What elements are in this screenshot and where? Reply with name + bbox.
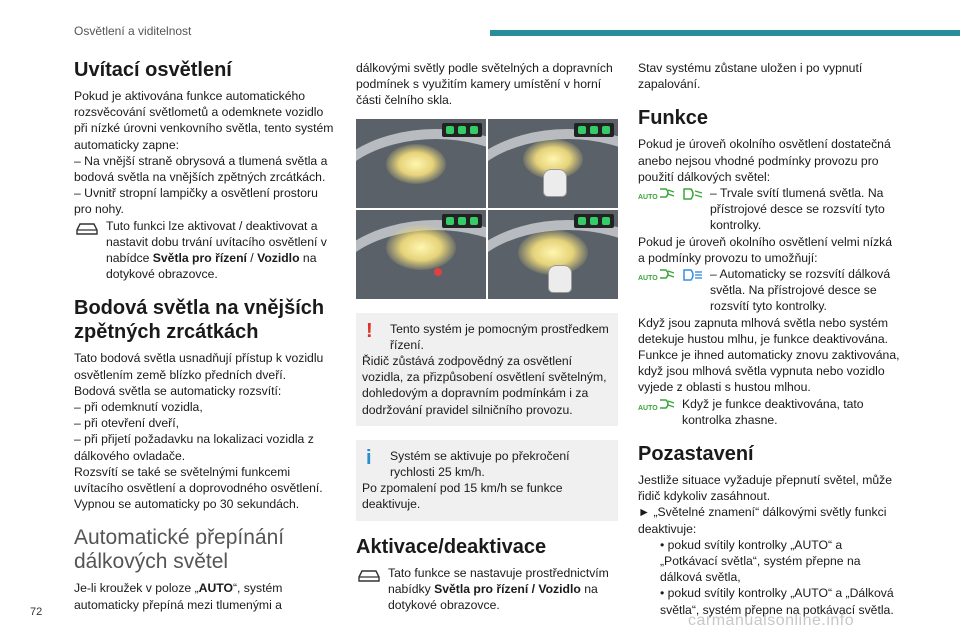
paragraph: Tato funkce se nastavuje prostřednictvím nabídky bbox=[388, 565, 609, 596]
header-accent-bar bbox=[490, 30, 960, 36]
auto-label: AUTO bbox=[638, 194, 658, 202]
heading-spot-lights: Bodová světla na vnějších zpětných zrcátkách bbox=[74, 297, 325, 344]
heading-auto-high-beam: Automatické přepínání dálkových světel bbox=[74, 526, 285, 574]
watermark: carmanualsonline.info bbox=[688, 612, 855, 629]
paragraph: dálkovými světly podle světelných a dopravních podmínek s využitím kamery umístění v horní části čelního skla. bbox=[356, 61, 613, 108]
note-title: Tento systém je pomocným prostředkem řízení. bbox=[390, 321, 609, 352]
note-title: Systém se aktivuje po překročení rychlosti 25 km/h. bbox=[390, 448, 570, 480]
paragraph: Když jsou zapnuta mlhová světla nebo systém detekuje hustou mlhu, je funkce deaktivována. bbox=[638, 315, 889, 346]
paragraph: ► „Světelné znamení“ dálkovými světly funkci deaktivuje: bbox=[638, 505, 887, 536]
paragraph: Je-li kroužek v poloze „ bbox=[74, 581, 199, 596]
paragraph: Když je funkce deaktivována, tato kontrolka zhasne. bbox=[682, 396, 864, 427]
menu-instruction bbox=[356, 565, 618, 614]
column-2 bbox=[356, 60, 618, 613]
paragraph: – Automaticky se rozsvítí dálková světla. Na přístrojové desce se rozsvítí tyto kontrolky. bbox=[710, 267, 891, 314]
paragraph: Stav systému zůstane uložen i po vypnutí zapalování. bbox=[638, 61, 863, 92]
list-item: – při přijetí požadavku na lokalizaci vozidla z dálkového ovladače. bbox=[74, 432, 314, 463]
note-body: Řidič zůstává zodpovědný za osvětlení vozidla, za přizpůsobení osvětlení světelným, dohledovým a dopravním podmínkám i za dodržování pravidel silničního provozu. bbox=[362, 354, 607, 417]
warning-icon: ! bbox=[366, 319, 373, 342]
header-title: Osvětlení a viditelnost bbox=[74, 24, 192, 38]
auto-label: AUTO bbox=[198, 581, 233, 596]
illustration-night-road-2 bbox=[488, 119, 618, 208]
warning-note bbox=[356, 313, 618, 426]
separator: / bbox=[246, 251, 258, 266]
paragraph: na dotykové obrazovce. bbox=[106, 251, 317, 282]
dashboard-indicators bbox=[574, 123, 614, 137]
list-item: – při otevření dveří, bbox=[74, 416, 179, 431]
auto-lights-icon bbox=[638, 187, 676, 206]
car-icon bbox=[356, 567, 382, 587]
heading-welcome-lighting: Uvítací osvětlení bbox=[74, 59, 232, 81]
menu-path: Světla pro řízení / Vozidlo bbox=[434, 581, 581, 596]
paragraph: “, systém automaticky přepíná mezi tlumenými a bbox=[74, 581, 283, 612]
info-note bbox=[356, 440, 618, 521]
paragraph: Tuto funkci lze aktivovat / deaktivovat a nastavit dobu trvání uvítacího osvětlení v nabídce bbox=[106, 218, 327, 266]
indicator-line bbox=[638, 185, 900, 234]
list-item: – při odemknutí vozidla, bbox=[74, 400, 203, 415]
heading-activation: Aktivace/deaktivace bbox=[356, 535, 547, 558]
illustration-night-road-3 bbox=[356, 210, 486, 299]
menu-path: Světla pro řízení bbox=[152, 251, 247, 266]
illustration-grid bbox=[356, 119, 618, 299]
paragraph: Vypnou se automaticky po 30 sekundách. bbox=[74, 497, 300, 512]
auto-label: AUTO bbox=[638, 404, 658, 412]
paragraph: Pokud je úroveň okolního osvětlení dostatečná anebo nejsou vhodné podmínky provozu pro použití dálkových světel: bbox=[638, 137, 891, 184]
indicator-line bbox=[638, 266, 900, 315]
menu-path: Vozidlo bbox=[257, 251, 300, 266]
info-icon: i bbox=[366, 446, 372, 469]
paragraph: – Trvale svítí tlumená světla. Na přístrojové desce se rozsvítí tyto kontrolky. bbox=[710, 186, 885, 233]
paragraph: Tato bodová světla usnadňují přístup k vozidlu osvětlením země blízko předních dveří. bbox=[74, 351, 324, 382]
page-number: 72 bbox=[30, 606, 43, 618]
list-item: • pokud svítily kontrolky „AUTO“ a „Potkávací světla“, systém přepne na dálková světla, bbox=[660, 537, 861, 585]
paragraph: Pokud je úroveň okolního osvětlení velmi nízká a podmínky provozu to umožňují: bbox=[638, 234, 893, 265]
low-beam-icon bbox=[682, 187, 704, 205]
illustration-night-road-4 bbox=[488, 210, 618, 299]
note-body: Po zpomalení pod 15 km/h se funkce deaktivuje. bbox=[362, 481, 563, 512]
auto-lights-icon bbox=[638, 398, 676, 417]
dashboard-indicators bbox=[442, 123, 482, 137]
column-3 bbox=[638, 60, 900, 618]
paragraph: Pokud je aktivována funkce automatického rozsvěcování světlometů a odemknete vozidlo při nízké úrovni venkovního světla, tento systém automaticky zapne: bbox=[74, 89, 334, 152]
paragraph: – Uvnitř stropní lampičky a osvětlení prostoru pro nohy. bbox=[74, 186, 318, 217]
menu-instruction bbox=[74, 218, 336, 283]
auto-label: AUTO bbox=[638, 275, 658, 283]
heading-function: Funkce bbox=[638, 107, 709, 130]
high-beam-icon bbox=[682, 268, 704, 286]
illustration-night-road-1 bbox=[356, 119, 486, 208]
paragraph: Rozsvítí se také se světelnými funkcemi uvítacího osvětlení a doprovodného osvětlení. bbox=[74, 464, 323, 496]
paragraph: Funkce je ihned automaticky znovu zaktivována, když jsou mlhová světla vypnuta nebo vozidlo vyjede z oblasti s hustou mlhou. bbox=[638, 348, 900, 395]
car-icon bbox=[74, 220, 100, 240]
paragraph: – Na vnější straně obrysová a tlumená světla a bodová světla na vnějších zpětných zrcátkách. bbox=[74, 153, 328, 185]
paragraph: Jestliže situace vyžaduje přepnutí světel, může řidič kdykoliv zasáhnout. bbox=[638, 473, 893, 504]
indicator-line bbox=[638, 396, 900, 428]
paragraph: Bodová světla se automaticky rozsvítí: bbox=[74, 383, 282, 398]
paragraph: na dotykové obrazovce. bbox=[388, 581, 598, 613]
heading-pause: Pozastavení bbox=[638, 443, 754, 466]
dashboard-indicators bbox=[442, 214, 482, 228]
column-1 bbox=[74, 58, 336, 613]
auto-lights-icon bbox=[638, 268, 676, 287]
dashboard-indicators bbox=[574, 214, 614, 228]
list-item: • pokud svítily kontrolky „AUTO“ a „Dálková světla“, systém přepne na potkávací světla. bbox=[660, 586, 894, 617]
